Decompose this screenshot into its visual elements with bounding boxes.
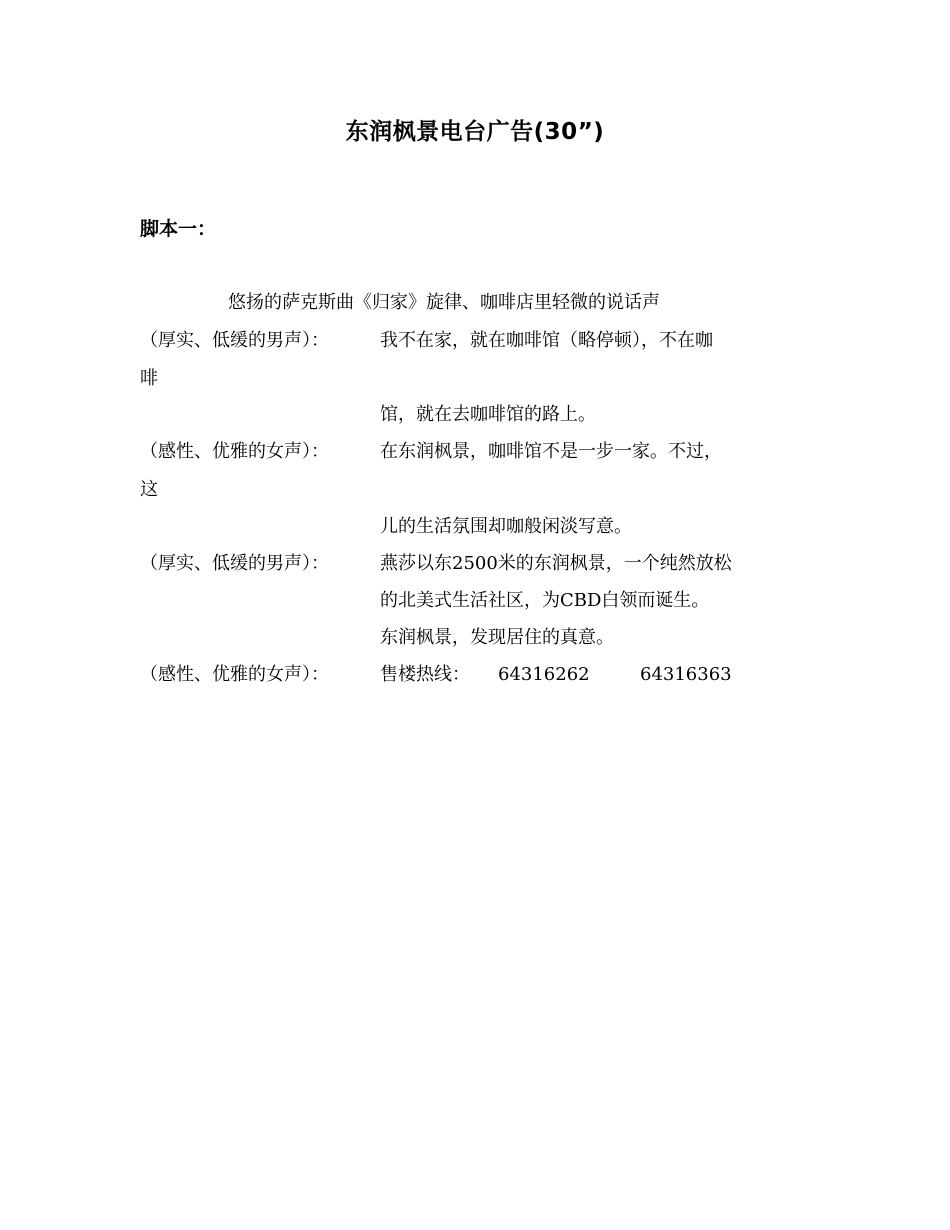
- speaker-label: （厚实、低缓的男声）：: [140, 553, 329, 574]
- hotline-number: 64316262: [498, 664, 590, 685]
- document-title: 东润枫景电台广告(30”): [345, 119, 605, 145]
- dialogue-wrap: 啡: [140, 368, 158, 389]
- hotline-number: 64316363: [640, 664, 732, 685]
- dialogue-continuation: 儿的生活氛围却咖般闲淡写意。: [380, 516, 632, 537]
- speaker-label: （感性、优雅的女声）：: [140, 664, 329, 685]
- dialogue-continuation: 馆，就在去咖啡馆的路上。: [380, 404, 596, 425]
- hotline-label: 售楼热线：: [380, 664, 470, 685]
- dialogue-wrap: 这: [140, 479, 158, 500]
- dialogue-text: 我不在家，就在咖啡馆（略停顿），不在咖: [380, 330, 713, 351]
- speaker-label: （厚实、低缓的男声）：: [140, 330, 329, 351]
- dialogue-continuation: 的北美式生活社区，为CBD白领而诞生。: [380, 590, 710, 611]
- dialogue-text: 燕莎以东2500米的东润枫景，一个纯然放松: [380, 553, 732, 574]
- script-heading: 脚本一：: [140, 218, 217, 240]
- intro-sound-description: 悠扬的萨克斯曲《归家》旋律、咖啡店里轻微的说话声: [228, 292, 660, 313]
- dialogue-text: 在东润枫景，咖啡馆不是一步一家。不过，: [380, 441, 722, 462]
- speaker-label: （感性、优雅的女声）：: [140, 441, 329, 462]
- dialogue-continuation: 东润枫景，发现居住的真意。: [380, 627, 614, 648]
